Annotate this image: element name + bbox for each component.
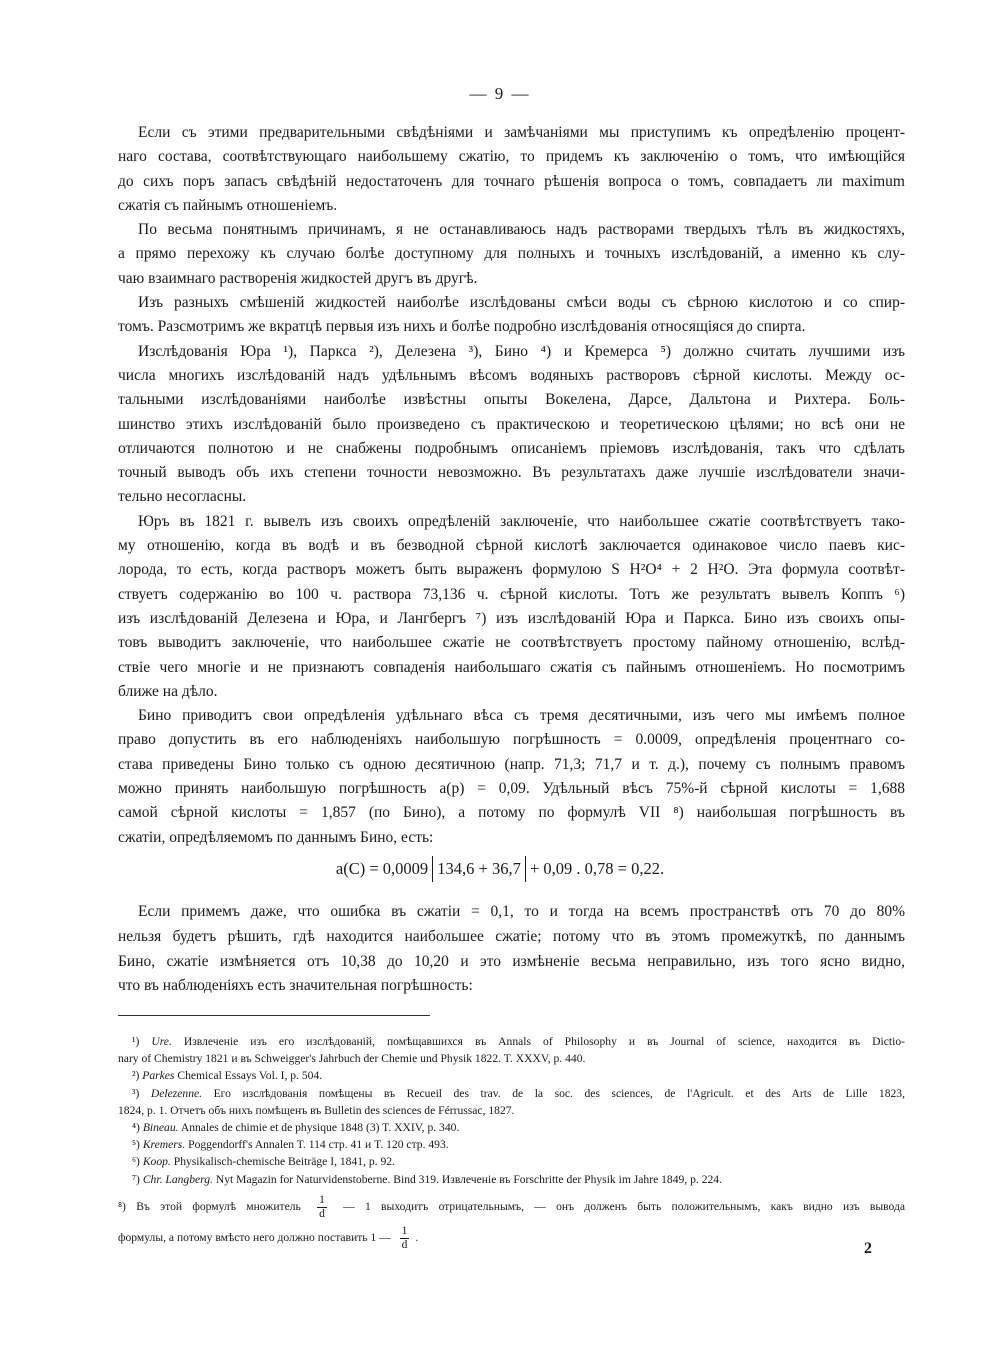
paragraph [118,291,905,340]
footnote-mark: ³) [132,1086,140,1100]
footnote-line [118,1050,905,1067]
footnote [118,1153,905,1170]
text-line: точный выводъ объ ихъ степени точности невозможно. Въ результатахъ даже лучшіе изслѣдователи значи- [118,464,905,482]
paragraph [118,218,905,291]
footnote-text: Physikalisch-chemische Beiträge I, 1841, p. 92. [173,1155,395,1169]
footnote-text: nary of Chemistry 1821 и въ Schweigger's Jahrbuch der Chemie und Physik 1822. T. XXXV, p. 440. [118,1052,586,1066]
formula [0,856,1000,882]
footnote-mark: ⁷) [132,1172,140,1186]
text-line: отличаются полнотою и не снабжены подробнымъ описаніемъ пріемовъ изслѣдованія, такъ что сдѣлать [118,439,905,457]
footnote-8 [118,1194,905,1221]
paragraph [118,900,905,999]
footnote-mark: ⁸) [118,1199,126,1213]
text-line: можно принять наибольшую погрѣшность a(p) = 0,09. Удѣльный вѣсъ 75%-й сѣрной кислоты = 1,688 [118,780,905,798]
formula-right: + 0,09 . 0,78 = 0,22. [529,859,665,878]
text-line: до сихъ поръ запасъ свѣдѣній недостаточенъ для точнаго рѣшенія вопроса о томъ, совпадаетъ ли maximum [118,172,905,190]
paragraph [118,510,905,704]
formula-bracket: 134,6 + 36,7 [432,856,526,882]
footnote-author: Chr. Langberg. [142,1172,213,1186]
text-line: тельно несогласны. [118,488,247,506]
text-line: чаю взаимнаго растворенія жидкостей другъ въ другѣ. [118,269,478,287]
text-line: Изслѣдованія Юра ¹), Паркса ²), Делезена ³), Бино ⁴) и Кремерса ⁵) должно считать лучшими изъ [138,342,905,360]
footnote-text: Въ этой формулѣ множитель [136,1199,301,1213]
text-line: Юръ въ 1821 г. вывелъ изъ своихъ опредѣленій заключеніе, что наибольшее сжатіе соотвѣтствуетъ тако- [138,512,905,530]
footnote-divider [118,1015,430,1016]
footnote-line [118,1153,905,1170]
footnotes [118,1033,905,1252]
footnote-text: Chemical Essays Vol. I, p. 504. [177,1069,323,1083]
text-line: самой сѣрной кислоты = 1,857 (по Бино), а потому по формулѣ VII ⁸) наибольшая погрѣшность въ [118,804,905,822]
footnote-mark: ⁴) [132,1121,140,1135]
footnote [118,1171,905,1188]
page-number: — 9 — [469,84,531,103]
fraction [317,1194,327,1221]
paragraph [118,704,905,850]
text-line: сжатія съ пайнымъ отношеніемъ. [118,196,338,214]
footnote-line [118,1102,905,1119]
footnote-line [118,1067,905,1084]
footnote-author: Koop. [142,1155,171,1169]
footnote-author: Ure. [151,1035,172,1048]
text-line: изъ изслѣдованій Делезена и Юра, и Лангбергъ ⁷) изъ изслѣдованій Юра и Паркса. Бино изъ своихъ опы- [118,609,905,627]
text-line: тальными изслѣдованіями наиболѣе извѣстны опыты Вокелена, Дарсе, Дальтона и Рихтера. Боль- [118,391,905,409]
fraction-denominator: d [319,1207,325,1220]
text-line: ближе на дѣло. [118,682,218,700]
footnote-text: 1824, p. 1. Отчетъ объ нихъ помѣщенъ въ Bulletin des sciences de Férrussac, 1827. [118,1103,515,1117]
text-line: числа многихъ изслѣдованій надъ удѣльнымъ вѣсомъ водяныхъ растворовъ сѣрной кислоты. Между ос- [118,366,905,384]
text-line: товъ выводитъ заключеніе, что наибольшее сжатіе не соотвѣтствуетъ простому пайному отношенію, вслѣд- [118,634,905,652]
text-line: Изъ разныхъ смѣшеній жидкостей наиболѣе изслѣдованы смѣси воды съ сѣрною кислотою и со спир- [138,294,905,312]
footnote [118,1067,905,1084]
footnote-8-cont [118,1225,905,1252]
paragraph [118,121,905,218]
text-line: По весьма понятнымъ причинамъ, я не останавливаюсь надъ растворами твердыхъ тѣлъ въ жидкостяхъ, [138,221,905,239]
text-line: Бино, сжатіе измѣняется отъ 10,38 до 10,20 и это измѣненіе весьма неправильно, изъ того ясно видно, [118,952,905,970]
formula-left: a(C) = 0,0009 [335,859,429,878]
footnote-line [118,1085,905,1102]
text-line: нельзя будетъ рѣшить, гдѣ находится наибольшее сжатіе; потому что въ этомъ промежуткѣ, по даннымъ [118,927,905,945]
text-line: а прямо перехожу къ случаю болѣе доступному для полныхъ и точныхъ изслѣдованій, а именно къ слу- [118,245,905,263]
footnote-text: Извлеченіе изъ его изслѣдованій, помѣщавшихся въ Annals of Philosophy и въ Journal of science, находится въ Dictio- [183,1035,905,1048]
footnote-line [118,1136,905,1153]
text-line: Бино приводитъ свои опредѣленія удѣльнаго вѣса съ тремя десятичными, изъ чего мы имѣемъ полное [138,707,905,725]
footnote-text: Poggendorff's Annalen T. 114 стр. 41 и T. 120 стр. 493. [188,1138,449,1152]
fraction [400,1225,410,1252]
text-line: става приведены Бино только съ одною десятичною (напр. 71,3; 71,7 и т. д.), почему съ полнымъ правомъ [118,755,905,773]
signature-mark: 2 [864,1240,872,1257]
footnote-mark: ⁵) [132,1138,140,1152]
footnote-author: Parkes [142,1069,175,1083]
footnote-text: — 1 выходитъ отрицательнымъ, — онъ долженъ быть положительнымъ, какъ видно изъ вывода [343,1199,906,1213]
footnote-mark: ¹) [132,1035,140,1048]
footnote [118,1033,905,1067]
text-line: сжатіи, опредѣляемомъ по даннымъ Бино, есть: [118,828,434,846]
main-text-continued [118,900,905,999]
footnote-line [118,1171,905,1188]
main-text [118,121,905,850]
text-line: право допустить въ его наблюденіяхъ наибольшую погрѣшность = 0.0009, опредѣленія процентнаго со- [118,731,905,749]
footnote-text: . [415,1230,419,1244]
fraction-numerator: 1 [401,1224,408,1237]
text-line: что въ наблюденіяхъ есть значительная погрѣшность: [118,977,473,995]
footnote-author: Delezenne. [150,1086,203,1100]
text-line: лорода, то есть, когда растворъ можетъ быть выраженъ формулою S H²O⁴ + 2 H²O. Эта формула соотвѣт- [118,561,905,579]
text-line: наго состава, соотвѣтствующаго наибольшему сжатію, то придемъ къ заключенію о томъ, что имѣющійся [118,148,905,166]
footnote-mark: ⁶) [132,1155,140,1169]
text-line: Если примемъ даже, что ошибка въ сжатіи = 0,1, то и тогда на всемъ пространствѣ отъ 70 до 80% [138,903,905,920]
footnote-mark: ²) [132,1069,140,1083]
footnote-text: Его изслѣдованія помѣщены въ Recueil des trav. de la soc. des sciences, de l'Agricult. et des Arts de Lille 1823, [213,1086,905,1100]
footnote-line [118,1033,905,1050]
text-line: ствіе чего многіе и не признаютъ совпаденія наибольшаго сжатія съ пайнымъ отношеніемъ. Но посмотримъ [118,658,905,676]
text-line: му отношенію, когда въ водѣ и въ безводной сѣрной кислотѣ заключается одинаковое число паевъ кис- [118,537,905,555]
footnote [118,1136,905,1153]
footnote-text: Annales de chimie et de physique 1848 (3) T. XXIV, p. 340. [180,1121,460,1135]
fraction-denominator: d [401,1238,408,1251]
paragraph [118,340,905,510]
footnote-author: Bineau. [142,1121,179,1135]
text-line: Если съ этими предварительными свѣдѣніями и замѣчаніями мы приступимъ къ опредѣленію процент- [138,124,905,141]
text-line: томъ. Разсмотримъ же вкратцѣ первыя изъ нихъ и болѣе подробно изслѣдованія относящіяся до спирта. [118,318,806,336]
footnote-line [118,1119,905,1136]
footnote [118,1119,905,1136]
text-line: шинство этихъ изслѣдованій было произведено съ практическою и теоретическою цѣлями; но всѣ они не [118,415,905,433]
footnote-text: Nyt Magazin for Naturvidenstoberne. Bind 319. Извлеченіе въ Forschritte der Physik im Jahre 1849, p. 224. [215,1172,722,1186]
footnote-text: формулы, а потому вмѣсто него должно поставить 1 — [118,1230,391,1244]
fraction-numerator: 1 [319,1193,325,1206]
text-line: ствуетъ содержанію во 100 ч. раствора 73,136 ч. сѣрной кислоты. Тотъ же результатъ вывелъ Коппъ ⁶) [118,585,905,603]
footnote [118,1085,905,1119]
footnote-author: Kremers. [142,1138,186,1152]
